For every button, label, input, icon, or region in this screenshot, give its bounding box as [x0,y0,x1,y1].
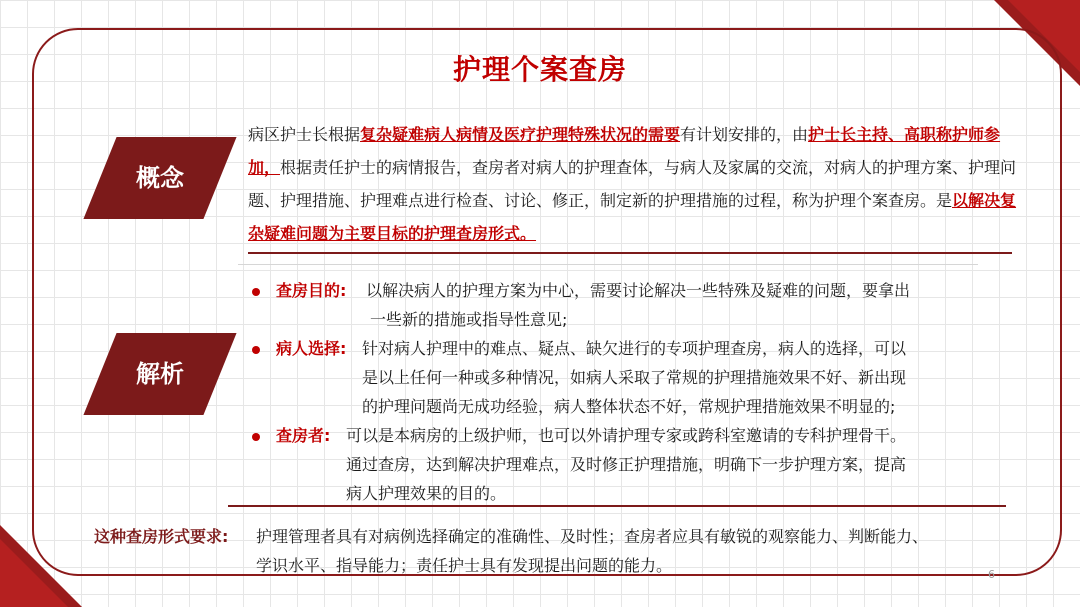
divider-analysis [228,505,1006,507]
concept-text-3: 根据责任护士的病情报告，查房者对病人的护理查体，与病人及家属的交流，对病人的护理方案、护理问题、护理措施、护理难点进行检查、讨论、修正，制定新的护理措施的过程，称为护理个案查房。是 [248,158,1017,210]
bullet-patient-selection [252,334,346,363]
requirement-label: 这种查房形式要求: [94,527,229,546]
divider-concept [248,252,1012,254]
analysis-tag-label: 解析 [136,360,184,388]
bullet-label: 查房目的: [276,281,347,300]
bullet-line: 针对病人护理中的难点、疑点、缺欠进行的专项护理查房，病人的选择，可以 [362,339,907,358]
analysis-tag [83,333,236,415]
divider-light [238,264,978,265]
bullet-dot [252,288,260,296]
concept-text-1: 病区护士长根据 [248,125,361,144]
bullet-dot [252,346,260,354]
bullet-line: 一些新的措施或指导性意见; [370,310,568,329]
bullet-reviewer [252,421,330,450]
bullet-line: 的护理问题尚无成功经验，病人整体状态不好，常规护理措施效果不明显的; [362,397,896,416]
page-number: 6 [988,568,995,581]
bullet-line: 病人护理效果的目的。 [346,484,507,503]
concept-tag-label: 概念 [136,164,184,192]
concept-text-2: 有计划安排的，由 [680,125,809,144]
bullet-label: 病人选择: [276,339,347,358]
concept-tag [83,137,236,219]
requirement-line: 学识水平、指导能力；责任护士具有发现提出问题的能力。 [256,556,673,575]
bullet-label: 查房者: [276,426,331,445]
bullet-line: 通过查房，达到解决护理难点，及时修正护理措施，明确下一步护理方案，提高 [346,455,907,474]
concept-paragraph [248,118,1018,250]
concept-highlight-1: 复杂疑难病人病情及医疗护理特殊状况的需要 [360,125,681,144]
concept-highlight-3: 以解决复杂疑难问题为主要目标的护理查房形式。 [248,191,1017,243]
requirement-line: 护理管理者具有对病例选择确定的准确性、及时性；查房者应具有敏锐的观察能力、判断能力、 [256,527,929,546]
requirement-text [256,522,1016,580]
bullet-line: 是以上任何一种或多种情况，如病人采取了常规的护理措施效果不好、新出现 [362,368,907,387]
bullet-line: 以解决病人的护理方案为中心，需要讨论解决一些特殊及疑难的问题，要拿出 [366,281,911,300]
page-title: 护理个案查房 [452,53,627,86]
concept-highlight-2: 护士长主持、高职称护师参加， [248,125,1001,177]
bullet-line: 可以是本病房的上级护师，也可以外请护理专家或跨科室邀请的专科护理骨干。 [346,426,907,445]
bullet-dot [252,433,260,441]
bullet-purpose [252,276,346,305]
